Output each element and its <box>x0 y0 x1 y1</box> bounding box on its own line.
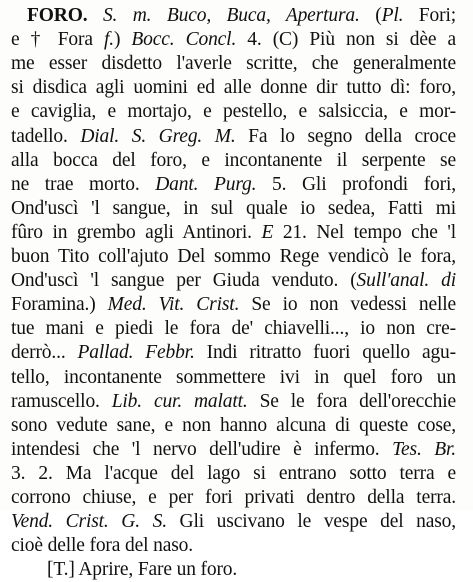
entry-line <box>11 28 456 52</box>
text-run: tello, incontanente sommettere ivi in quel foro un <box>11 366 456 388</box>
italic-text: Vend. Crist. G. S. <box>11 511 167 533</box>
text-run: Indi ritratto fuori quello agu- <box>194 342 456 364</box>
text-run: tue mani e piedi le fora de' chiavelli..., io non cre- <box>11 318 456 340</box>
entry-line <box>11 317 456 341</box>
text-run: Fa lo segno della croce <box>235 125 457 147</box>
text-run: derrò... <box>11 342 78 364</box>
text-run: Gli uscivano le vespe del naso, <box>166 511 456 533</box>
entry-line <box>11 76 456 100</box>
italic-text: Tes. Br. <box>392 438 457 460</box>
text-run: buon Tito coll'ajuto Del sommo Rege vendicò le fora, <box>11 246 456 267</box>
text-run: sono vedute sane, e non hanno alcuna di queste cose, <box>11 414 456 436</box>
italic-text: Sull'anal. di <box>356 270 456 292</box>
entry-line <box>11 414 456 438</box>
text-run: e † Fora <box>11 29 104 51</box>
text-run: 4. (C) Più non si dèe a <box>236 29 456 51</box>
entry-line <box>11 269 456 293</box>
text-run: e caviglia, e mortajo, e pestello, e salsiccia, e mor- <box>11 101 456 123</box>
entry-line <box>11 341 456 365</box>
text-run: si disdica agli uomini ed alle donne dir tutto dì: foro, <box>11 77 456 99</box>
entry-line <box>11 390 456 414</box>
text-run: cioè delle fora del naso. <box>11 535 193 557</box>
entry-line <box>11 245 456 269</box>
entry-line <box>11 438 456 462</box>
text-run: Se io non vedessi nelle <box>239 294 456 316</box>
italic-text: f. <box>103 29 114 51</box>
entry-line <box>11 125 456 149</box>
text-run: me esser disdetto l'averle scritte, che generalmente <box>11 53 456 75</box>
italic-text: Lib. cur. malatt. <box>111 390 248 412</box>
text-run: corrono chiuse, e per fori privati dentro della terra. <box>11 487 456 508</box>
italic-text: E <box>261 221 274 243</box>
text-run: fûro in grembo agli Antinori. <box>11 221 262 243</box>
italic-text: S. m. Buco, Buca, Apertura. <box>102 5 360 26</box>
text-run: tadello. <box>11 125 81 147</box>
text-run: intendesi che 'l nervo dell'udire è infermo. <box>11 438 393 460</box>
entry-line <box>11 486 456 510</box>
text-run: Ond'uscì 'l sangue, in sul quale io sedea, Fatti mi <box>11 197 456 219</box>
italic-text: Dial. S. Greg. M. <box>80 125 236 147</box>
entry-line <box>11 100 456 124</box>
headword: FORO. <box>27 5 88 26</box>
text-run: ne trae morto. <box>11 173 156 195</box>
text-run: ) <box>113 29 132 51</box>
text-run: ramuscello. <box>11 390 112 412</box>
entry-line <box>47 558 467 582</box>
entry-line <box>11 366 456 390</box>
entry-line <box>11 221 456 245</box>
text-run: Fori; <box>403 5 456 26</box>
text-run: Foramina.) <box>11 294 108 316</box>
text-run: [T.] Aprire, Fare un foro. <box>47 559 238 581</box>
text-run: 21. Nel tempo che 'l <box>273 221 456 243</box>
text-run: alla bocca del foro, e incontanente il serpente se <box>11 149 456 171</box>
text-run: ( <box>359 5 382 26</box>
italic-text: Bocc. Concl. <box>131 29 237 51</box>
entry-line <box>11 462 456 486</box>
entry-line <box>11 197 456 221</box>
text-run: 5. Gli profondi fori, <box>256 173 456 195</box>
italic-text: Pallad. Febbr. <box>77 342 195 364</box>
entry-line <box>11 293 456 317</box>
text-run: Se le fora dell'orecchie <box>247 390 456 412</box>
entry-line <box>11 52 456 76</box>
entry-line <box>11 510 456 534</box>
entry-line <box>11 534 431 558</box>
text-run <box>87 5 102 26</box>
text-run: 3. 2. Ma l'acque del lago si entrano sotto terra e <box>11 462 456 484</box>
text-run: Ond'uscì 'l sangue per Giuda venduto. ( <box>11 270 357 292</box>
entry-line <box>11 173 456 197</box>
entry-line <box>27 4 456 28</box>
italic-text: Pl. <box>381 5 404 26</box>
italic-text: Dant. Purg. <box>155 173 257 195</box>
italic-text: Med. Vit. Crist. <box>107 294 240 316</box>
entry-line <box>11 149 456 173</box>
